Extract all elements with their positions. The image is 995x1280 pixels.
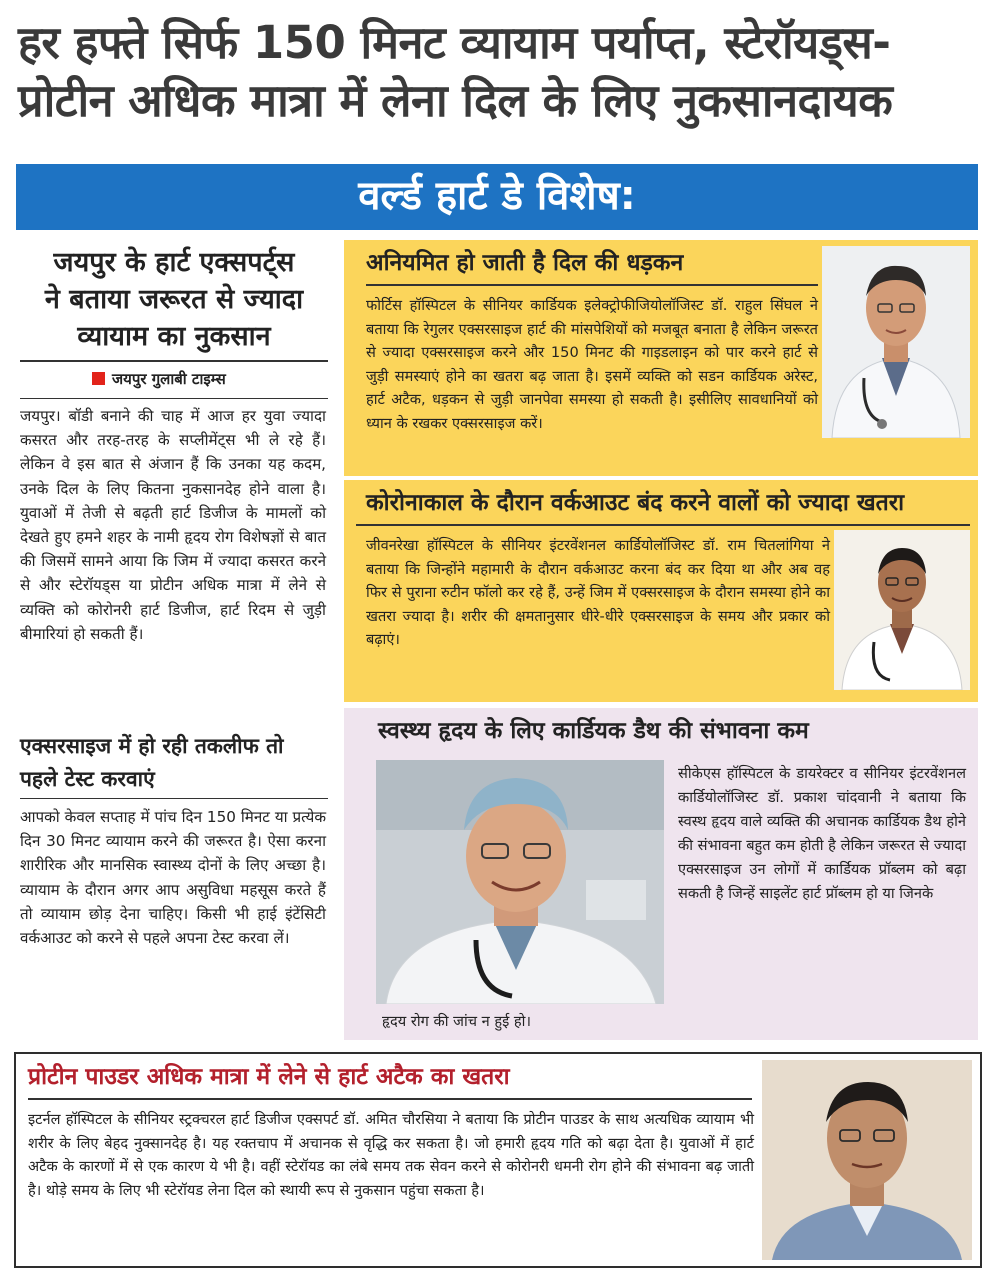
box3-text-tail: हृदय रोग की जांच न हुई हो। — [382, 1013, 531, 1030]
box3-text: सीकेएस हॉस्पिटल के डायरेक्टर व सीनियर इंटरवेंशनल कार्डियोलॉजिस्ट डॉ. प्रकाश चांदवानी ने बताया कि स्वस्थ हृदय वाले व्यक्ति की अचानक कार्डियक डैथ होने की संभावना बहुत कम होती है लेकिन जरूरत से ज्यादा एक्सरसाइज उन लोगों में कार्डियक प्रॉब्लम को बढ़ा सकती है जिन्हें साइलेंट हार्ट प्रॉब्लम हो या जिनके — [678, 765, 966, 902]
box3-title: स्वस्थ्य हृदय के लिए कार्डियक डैथ की संभावना कम — [378, 718, 809, 744]
box-protein-powder-risk — [14, 1052, 982, 1268]
box4-title: प्रोटीन पाउडर अधिक मात्रा में लेने से हार्ट अटैक का खतरा — [28, 1064, 510, 1090]
byline-divider — [20, 398, 328, 399]
box2-title: कोरोनाकाल के दौरान वर्कआउट बंद करने वालों को ज्यादा खतरा — [366, 490, 905, 516]
left-headline-line-3: व्यायाम का नुकसान — [77, 321, 271, 352]
doctor-portrait-2-icon — [834, 530, 970, 690]
byline-text: जयपुर गुलाबी टाइम्स — [112, 370, 226, 388]
box4-title-rule — [28, 1098, 752, 1100]
box1-title: अनियमित हो जाती है दिल की धड़कन — [366, 250, 684, 276]
left-article-headline — [20, 244, 328, 355]
box-covid-workout-risk — [344, 480, 978, 702]
box2-text: जीवनरेखा हॉस्पिटल के सीनियर इंटरवेंशनल कार्डियोलॉजिस्ट डॉ. राम चितलांगिया ने बताया कि जिन्होंने महामारी के दौरान वर्कआउट करना बंद कर दिया था और अब वह फिर से पुराना रुटीन फॉलो कर रहे हैं, उन्हें जिम में एक्सरसाइज के दौरान समस्या होने का खतरा ज्यादा है। शरीर की क्षमतानुसार धीरे-धीरे एक्सरसाइज के समय और प्रकार को बढ़ाएं। — [366, 537, 830, 649]
doctor-photo-rahul-singhal — [822, 246, 970, 438]
box2-title-rule — [356, 524, 970, 526]
byline-bullet-icon — [92, 372, 105, 385]
box-cardiac-death — [344, 708, 978, 1040]
box-irregular-heartbeat — [344, 240, 978, 476]
headline-divider — [20, 360, 328, 362]
headline-line-1: हर हफ्ते सिर्फ 150 मिनट व्यायाम पर्याप्त, स्टेरॉयड्स- — [18, 16, 891, 69]
box1-text: फोर्टिस हॉस्पिटल के सीनियर कार्डियक इलेक्ट्रोफीजियोलॉजिस्ट डॉ. राहुल सिंघल ने बताया कि रेगुलर एक्सरसाइज हार्ट की मांसपेशियों को मजबूत बनाता है लेकिन जरूरत से ज्यादा एक्सरसाइज करने और 150 मिनट की गाइडलाइन को पार करने हार्ट से जुड़ी समस्याएं होने का खतरा बढ़ जाता है। इसमें व्यक्ति को सडन कार्डियक अरेस्ट, हार्ट अटैक, धड़कन से जुड़ी जानपेवा समस्या हो सकती है। इसीलिए सावधानियों को ध्यान के रखकर एक्सरसाइज करें। — [366, 297, 818, 432]
section-banner: वर्ल्ड हार्ट डे विशेष: — [16, 164, 978, 230]
doctor-photo-amit-chaurasia — [762, 1060, 972, 1260]
doctor-photo-ram-chitlangia — [834, 530, 970, 690]
left-subhead-line-1: एक्सरसाइज में हो रही तकलीफ तो — [20, 734, 284, 758]
doctor-portrait-4-icon — [762, 1060, 972, 1260]
doctor-photo-prakash-chandwani — [376, 760, 664, 1004]
box4-text: इटर्नल हॉस्पिटल के सीनियर स्ट्रक्चरल हार्ट डिजीज एक्सपर्ट डॉ. अमित चौरसिया ने बताया कि प्रोटीन पाउडर के साथ अत्यधिक व्यायाम भी शरीर के लिए बेहद नुक्सानदेह है। यह रक्तचाप में अचानक से वृद्धि कर सकता है। जो हमारी हृदय गति को बढ़ा देता है। युवाओं में हार्ट अटैक के कारणों में से एक कारण ये भी है। वहीं स्टेरॉयड का लंबे समय तक सेवन करने से कोरोनरी धमनी रोग होने की संभावना बढ़ जाती है। थोड़े समय के लिए भी स्टेरॉयड लेना दिल को स्थायी रूप से नुकसान पहुंचा सकता है। — [28, 1111, 754, 1199]
doctor-portrait-3-icon — [376, 760, 664, 1004]
main-headline — [18, 14, 983, 130]
doctor-portrait-1-icon — [822, 246, 970, 438]
left-paragraph-2: आपको केवल सप्ताह में पांच दिन 150 मिनट या प्रत्येक दिन 30 मिनट व्यायाम करने की जरूरत है। ऐसा करना शारीरिक और मानसिक स्वास्थ्य दोनों के लिए अच्छा है। व्यायाम के दौरान अगर आप असुविधा महसूस करते हैं तो व्यायाम छोड़ देना चाहिए। किसी भी हाई इंटेंसिटी वर्कआउट को करने से पहले अपना टेस्ट करवा लें। — [20, 808, 326, 948]
subhead-divider — [20, 798, 328, 799]
left-headline-line-2: ने बताया जरूरत से ज्यादा — [44, 284, 304, 315]
left-headline-line-1: जयपुर के हार्ट एक्सपर्ट्स — [53, 247, 295, 278]
left-paragraph-1: जयपुर। बॉडी बनाने की चाह में आज हर युवा ज्यादा कसरत और तरह-तरह के सप्लीमेंट्स भी ले रहे हैं। लेकिन वे इस बात से अंजान हैं कि उनका यह कदम, उनके दिल के लिए कितना नुकसानदेह होने वाला है। युवाओं में तेजी से बढ़ती हार्ट डिजीज के मामलों को देखते हुए हमने शहर के नामी हृदय रोग विशेषज्ञों से बात की जिसमें सामने आया कि जिम में ज्यादा कसरत करने से और स्टेरॉयड्स या प्रोटीन अधिक मात्रा में लेने से व्यक्ति को कोरोनरी हार्ट डिजीज, हार्ट रिदम से जुड़ी बीमारियां हो सकती हैं। — [20, 407, 326, 643]
byline — [92, 368, 226, 390]
headline-line-2: प्रोटीन अधिक मात्रा में लेना दिल के लिए नुकसानदायक — [18, 74, 893, 127]
box1-title-rule — [366, 284, 818, 286]
left-subhead — [20, 730, 325, 796]
left-subhead-line-2: पहले टेस्ट करवाएं — [20, 767, 155, 791]
